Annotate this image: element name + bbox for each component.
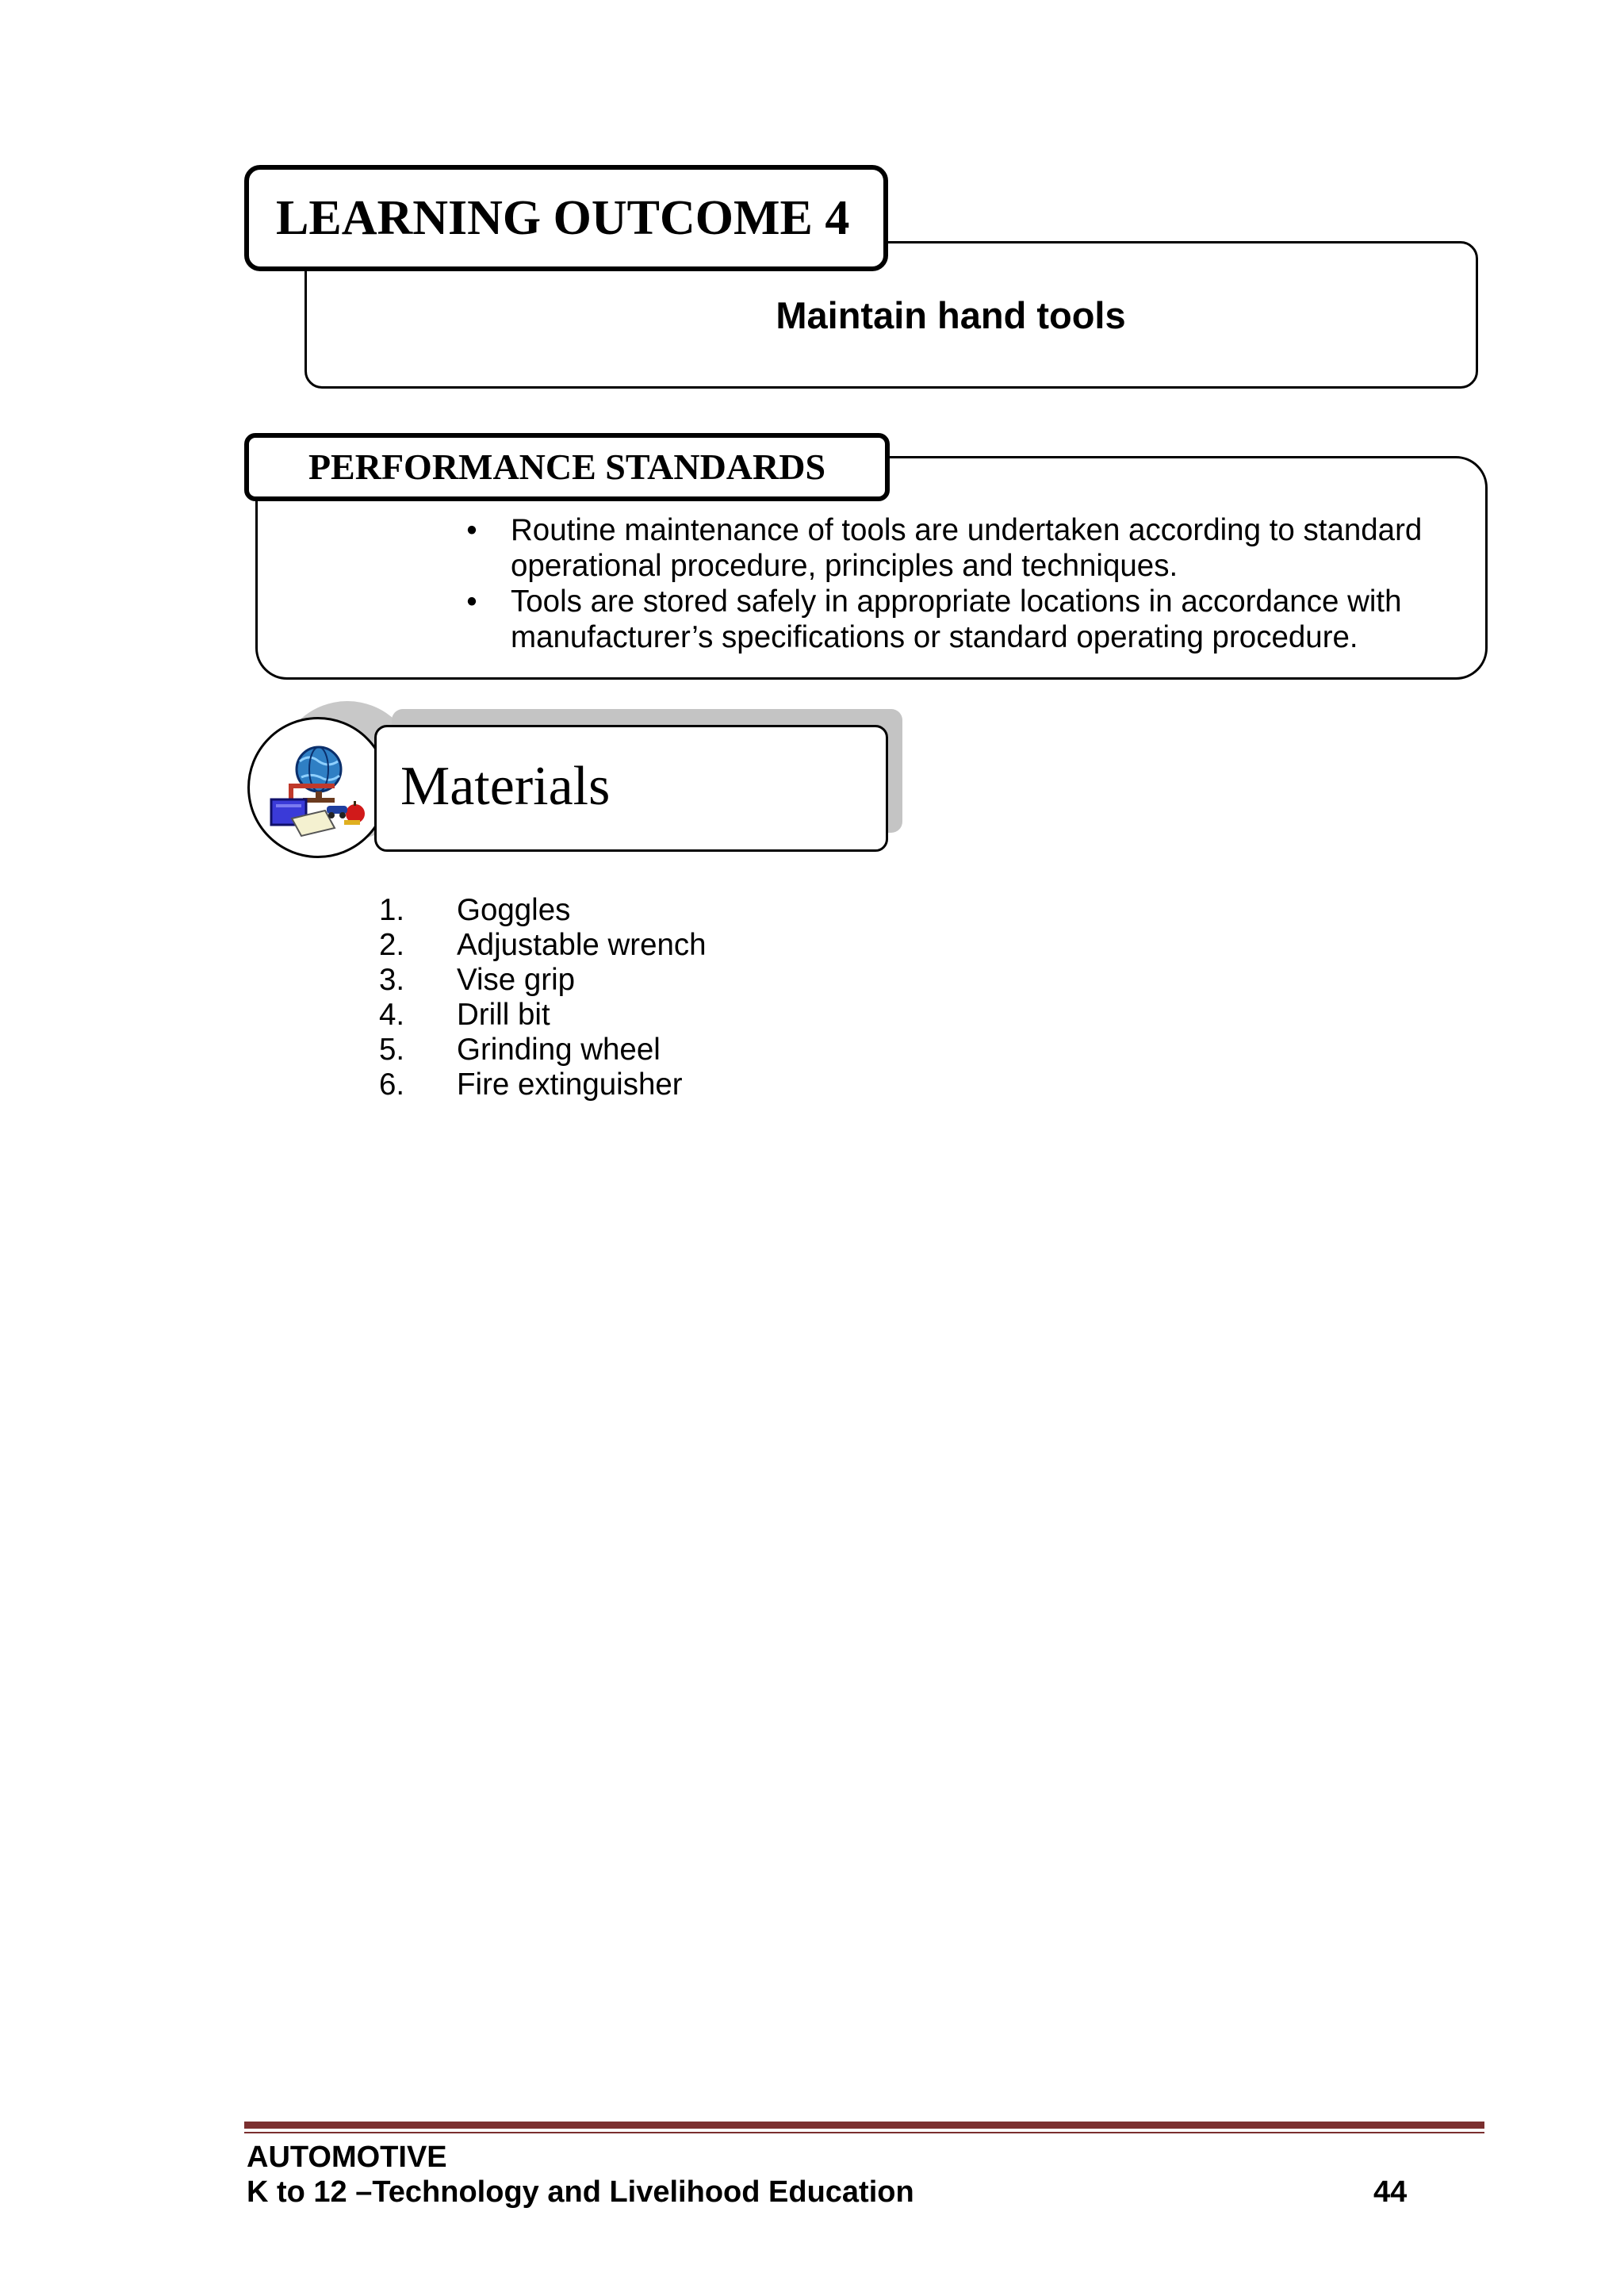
materials-list <box>379 893 707 1102</box>
list-item <box>379 1068 707 1102</box>
list-item <box>379 998 707 1033</box>
footer-divider <box>244 2122 1484 2129</box>
list-item <box>379 928 707 963</box>
learning-outcome-subtitle: Maintain hand tools <box>776 294 1126 336</box>
performance-standards-title: PERFORMANCE STANDARDS <box>244 433 890 501</box>
list-item <box>379 893 707 928</box>
footer-program: K to 12 –Technology and Livelihood Education <box>247 2175 914 2209</box>
material-text: Grinding wheel <box>457 1033 661 1067</box>
bullet-icon: • <box>466 585 477 619</box>
materials-clipart-icon <box>262 738 374 842</box>
material-text: Vise grip <box>457 963 576 997</box>
material-text: Adjustable wrench <box>457 928 707 962</box>
list-number: 6. <box>379 1068 405 1102</box>
list-number: 1. <box>379 893 405 927</box>
list-number: 5. <box>379 1033 405 1067</box>
footer-subject: AUTOMOTIVE <box>247 2141 447 2174</box>
bullet-icon: • <box>466 513 477 547</box>
list-item <box>460 584 1475 655</box>
performance-standard-text: Routine maintenance of tools are undertaken according to standard operational procedure, principles and techniques. <box>511 513 1423 583</box>
list-number: 2. <box>379 928 405 962</box>
page-number: 44 <box>1373 2175 1408 2209</box>
material-text: Drill bit <box>457 998 550 1032</box>
list-item <box>379 1033 707 1068</box>
list-item <box>460 512 1475 584</box>
materials-title: Materials <box>374 725 888 852</box>
list-item <box>379 963 707 998</box>
footer-divider-thin <box>244 2132 1484 2133</box>
performance-standards-list <box>460 512 1475 655</box>
performance-standard-text: Tools are stored safely in appropriate locations in accordance with manufacturer’s specifications or standard operating procedure. <box>511 585 1402 654</box>
list-number: 3. <box>379 963 405 997</box>
material-text: Fire extinguisher <box>457 1068 683 1102</box>
material-text: Goggles <box>457 893 571 927</box>
list-number: 4. <box>379 998 405 1032</box>
learning-outcome-title: LEARNING OUTCOME 4 <box>244 165 888 271</box>
